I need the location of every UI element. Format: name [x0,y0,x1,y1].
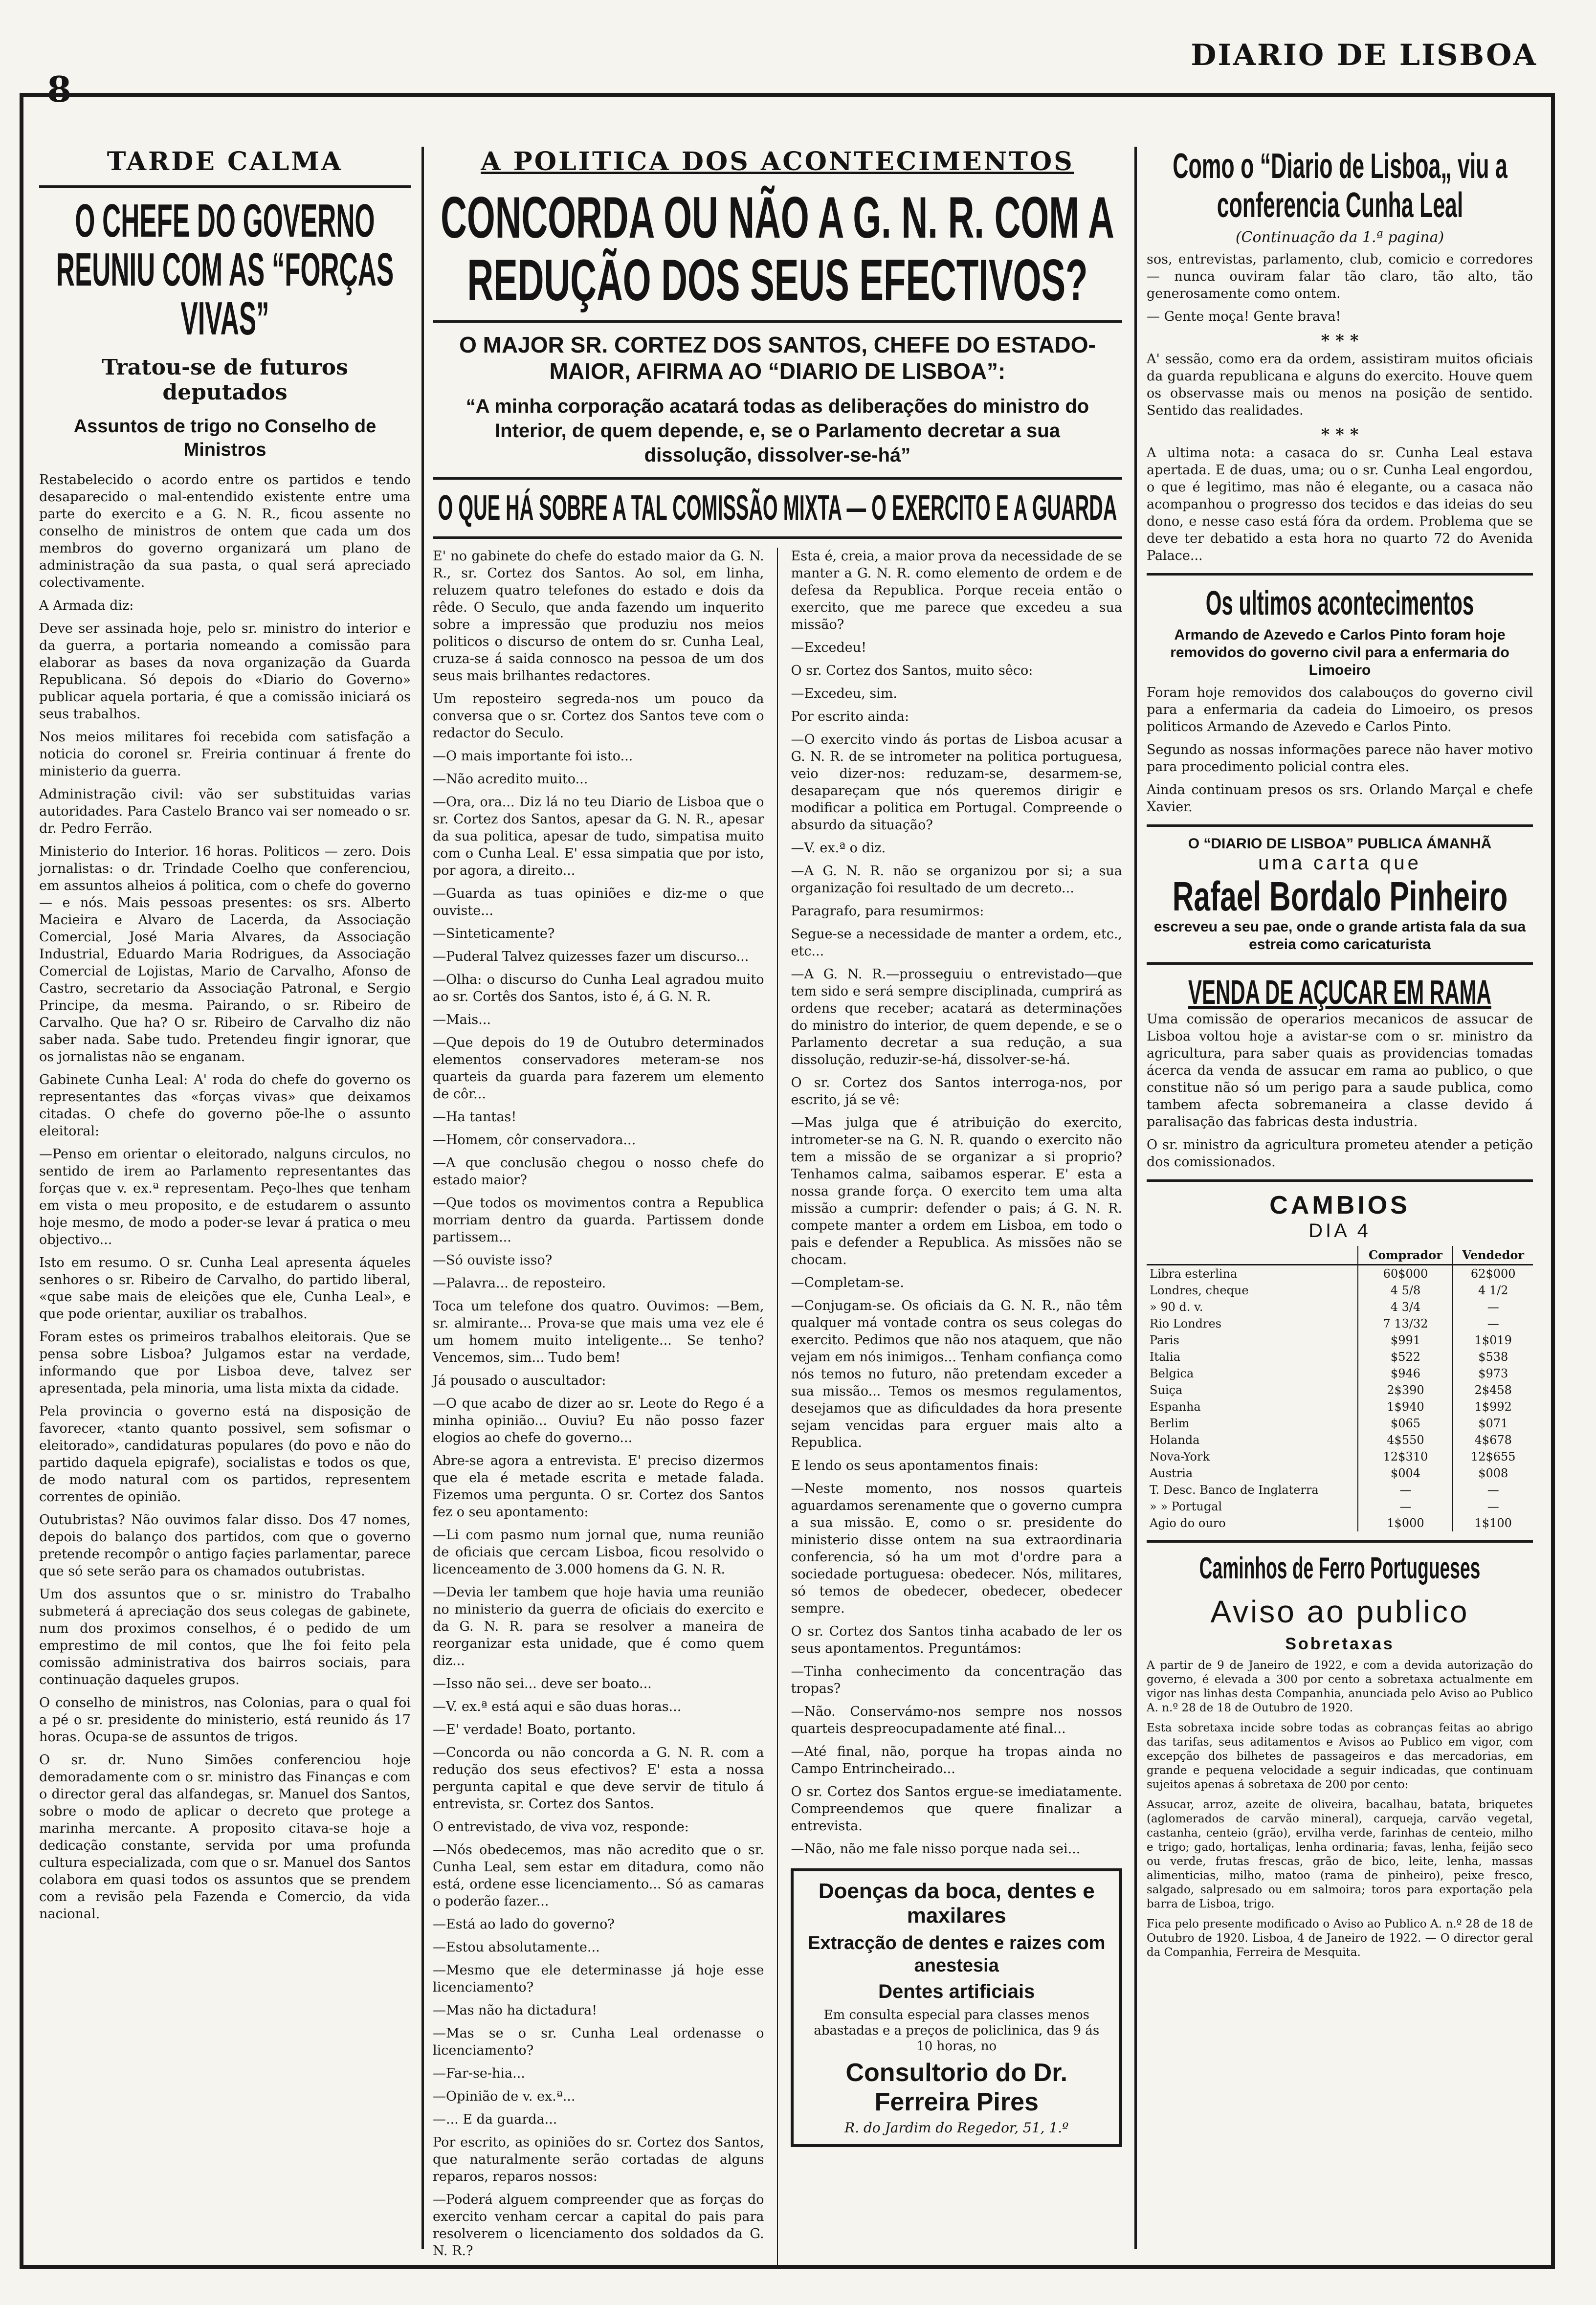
notice-subtitle: Sobretaxas [1285,1635,1395,1653]
paragraph: Toca um telefone dos quatro. Ouvimos: —Bem, sr. almirante... Prova-se que mais uma vez ele é um homem muito inteligente... Se tenho? Vencemos, sim... Tudo bem! [433,1299,764,1365]
exchange-table [1147,1246,1533,1531]
sell-rate-cell: $008 [1453,1465,1533,1482]
paragraph: —Nós obedecemos, mas não acredito que o sr. Cunha Leal, sem estar em ditadura, como não está, ordene esse licenciamento... Só as camaras o poderão fazer... [433,1842,764,1909]
paragraph: Abre-se agora a entrevista. E' preciso dizermos que ela é metade escrita e metade falada. Fizemos uma pergunta. O sr. Cortez dos Santos fez o seu apontamento: [433,1453,764,1520]
table-row [1147,1282,1533,1299]
table-row [1147,1349,1533,1365]
table-row [1147,1265,1533,1283]
currency-cell: Nova-York [1150,1450,1210,1463]
sell-rate-cell: $973 [1453,1365,1533,1382]
paragraph: Ministerio do Interior. 16 horas. Politicos — zero. Dois jornalistas: o dr. Trindade Coelho que conferenciou, em assuntos alheios á politica, com o chefe do governo — e nós. Mais pessoas presentes: os srs. Alberto Macieira e Alvaro de Lacerda, da Associação Comercial, José Maria Alvares, da Associação Industrial, Eduardo Maria Rodrigues, da Associação Comercial de Lojistas, Mario de Carvalho, Afonso de Castro, secretario da Associação Patronal, e Sergio Principe, da mesma. Pairando, o sr. Ribeiro de Carvalho. Que ha? O sr. Ribeiro de Carvalho diz não saber nada. Sabe tudo. Pretendeu fingir ignorar, que os jornalistas não se enganam. [39,844,411,1064]
paragraph: —Neste momento, nos nossos quarteis aguardamos serenamente que o governo cumpra a sua missão. E, como o sr. presidente do ministerio disse ontem na sua extraordinaria conferencia, só ha um mot d'ordre para a sociedade portuguesa: obedecer. Nós, militares, só temos de obedecer, obedecer, obedecer sempre. [791,1481,1123,1616]
paragraph: —Mas se o sr. Cunha Leal ordenasse o licenciamento? [433,2026,764,2058]
paragraph: —Poderá alguem compreender que as forças do exercito venham cercar a capital do pais para resolverem o licenciamento dos soldados da G. N. R.? [433,2192,764,2259]
sub-column-rule [777,548,778,2265]
sub-column-left [433,548,764,2265]
paragraph: —Ha tantas! [433,1109,517,1125]
table-row [1147,1398,1533,1415]
paragraph: —A G. N. R. não se organizou por si; a sua organização foi resultado de um decreto... [791,864,1123,896]
promo-line: escreveu a seu pae, onde o grande artista fala da sua estreia como caricaturista [1153,919,1526,953]
table-row [1147,1299,1533,1315]
paragraph: E lendo os seus apontamentos finais: [791,1458,1039,1473]
dental-advert [791,1868,1122,2147]
paragraph: Segue-se a necessidade de manter a ordem, etc., etc... [791,927,1123,959]
buy-rate-cell: — [1358,1482,1453,1498]
divider [433,320,1122,323]
buy-rate-cell: 4 5/8 [1358,1282,1453,1299]
paragraph: —Tinha conhecimento da concentração das tropas? [791,1664,1123,1696]
paragraph: —Palavra... de reposteiro. [433,1276,606,1291]
paragraph: —Penso em orientar o eleitorado, nalguns circulos, no sentido de irem ao Parlamento representantes das forças que v. ex.ª representam. Peço-lhes que tenham em vista o meu proposito, e de estudarem o assunto hoje mesmo, de modo a poder-se levar á pratica o meu objectivo... [39,1147,411,1247]
header-cell: Vendedor [1453,1246,1533,1265]
headline: Como o “Diario de Lisboa„ viu a conferencia Cunha Leal [1172,147,1507,225]
currency-cell: Belgica [1150,1367,1194,1380]
paragraph: Restabelecido o acordo entre os partidos e tendo desaparecido o mal-entendido existente entre uma parte do exercito e a G. N. R., ficou assente no conselho de ministros de ontem que cada um dos membros do governo organizará um plano de administração da sua pasta, o qual será apreciado colectivamente. [39,472,411,590]
paragraph: —Concorda ou não concorda a G. N. R. com a redução dos seus efectivos? E' esta a nossa pergunta capital e que deve servir de titulo á entrevista, sr. Cortez dos Santos. [433,1745,764,1812]
paragraph: A' sessão, como era da ordem, assistiram muitos oficiais da guarda republicana e alguns do exercito. Houve quem os observasse mais ou menos na posição de sentido. Sentido das realidades. [1147,352,1533,418]
article-tarde-calma [39,147,411,1928]
promo-line: uma carta que [1258,852,1421,874]
rail-notice [1147,1551,1533,1960]
ad-line: Dentes artificiais [878,1981,1035,2002]
paragraph: E' no gabinete do chefe do estado maior da G. N. R., sr. Cortez dos Santos. Ao sol, em linha, reluzem quatro telefones do estado e dois da rêde. O Seculo, que anda fazendo um inquerito sobre a impressão que produziu nos meios politicos o discurso de ontem do sr. Cunha Leal, cruza-se á saida connosco na pessoa de um dos seus mais brilhantes redactores. [433,549,764,684]
paragraph: Foram estes os primeiros trabalhos eleitorais. Que se pensa sobre Lisboa? Julgamos estar na verdade, informando que por Lisboa deve, talvez ser apresentada, pela minoria, uma lista mixta da cidade. [39,1330,411,1396]
table-row [1147,1365,1533,1382]
paragraph: Esta é, creia, a maior prova da necessidade de se manter a G. N. R. como elemento de ordem e de defesa da Republica. Porque receia então o exercito, que me parece que excedeu a sua missão? [791,549,1123,632]
sell-rate-cell: 62$000 [1453,1265,1533,1283]
table-row [1147,1382,1533,1398]
sell-rate-cell: $071 [1453,1415,1533,1432]
table-row [1147,1465,1533,1482]
table-row [1147,1482,1533,1498]
buy-rate-cell: $004 [1358,1465,1453,1482]
buy-rate-cell: 60$000 [1358,1265,1453,1283]
sell-rate-cell: 4$678 [1453,1432,1533,1448]
stars-divider: * * * [1321,331,1359,351]
currency-cell: Libra esterlina [1150,1267,1238,1281]
paragraph: O sr. Cortez dos Santos tinha acabado de ler os seus apontamentos. Preguntámos: [791,1624,1123,1656]
paragraph: —Excedeu! [791,640,867,655]
buy-rate-cell: 1$940 [1358,1398,1453,1415]
paragraph: —O que acabo de dizer ao sr. Leote do Rego é a minha opinião... Ouviu? Eu não posso fazer elogios ao chefe do governo... [433,1396,764,1445]
subhead: Assuntos de trigo no Conselho de Ministros [73,416,377,460]
header-cell [1147,1246,1358,1265]
currency-cell: Berlim [1150,1417,1190,1430]
paragraph: O sr. dr. Nuno Simões conferenciou hoje demoradamente com o sr. ministro das Finanças e com o director geral das alfandegas, sr. Manuel dos Santos, sobre o modo de aplicar o decreto que protege a marinha mercante. A proposito citava-se hoje a dedicação constante, servida por uma profunda cultura especializada, com que o sr. Manuel dos Santos colabora em quasi todos os assuntos que se prendem com a revisão pela Fazenda e Comercio, da vida nacional. [39,1752,411,1922]
divider [1147,1540,1533,1543]
paragraph: —A G. N. R.—prosseguiu o entrevistado—que tem sido e será sempre disciplinada, cumprirá as ordens que receber; acatará as determinações do ministro do interior, de quem depende, e se o Parlamento decretar a sua redução, a sua dissolução, reduzir-se-há, dissolver-se-há. [791,967,1123,1067]
table-row [1147,1448,1533,1465]
paragraph: —V. ex.ª o diz. [791,841,886,856]
paragraph: A ultima nota: a casaca do sr. Cunha Leal estava apertada. E de duas, uma; ou o sr. Cunha Leal engordou, o que é legitimo, mas não é elegante, ou a casaca não acompanhou o progresso dos tecidos e das ideias do seu dono, e nesse caso está fóra da ordem. Problema que se deve ter debatido a esta hora no quarto 72 do Avenida Palace... [1147,445,1533,563]
paragraph: O conselho de ministros, nas Colonias, para o qual foi a pé o sr. presidente do ministerio, está reunido ás 17 horas. Ocupa-se de assuntos de trigos. [39,1695,411,1745]
sell-rate-cell: 1$100 [1453,1515,1533,1531]
table-header [1147,1246,1533,1265]
paragraph: O entrevistado, de viva voz, responde: [433,1819,689,1835]
ad-line: Em consulta especial para classes menos abastadas e a preços de policlinica, das 9 ás 10 horas, no [814,2008,1100,2054]
buy-rate-cell: 12$310 [1358,1448,1453,1465]
paragraph: —A que conclusão chegou o nosso chefe do estado maior? [433,1155,764,1188]
paragraph: Uma comissão de operarios mecanicos de assucar de Lisboa voltou hoje a avistar-se com o sr. ministro da agricultura, para saber quais as providencias tomadas ácerca da venda de assucar em rama ao publico, o que constitue não só um perigo para a saude publica, como tambem afecta sobremaneira a classe devido á paralisação das fabricas desta industria. [1147,1012,1533,1130]
paragraph: A Armada diz: [39,598,134,613]
currency-cell: Paris [1150,1333,1179,1347]
paragraph: —Está ao lado do governo? [433,1917,615,1932]
buy-rate-cell: 7 13/32 [1358,1315,1453,1332]
paragraph: sos, entrevistas, parlamento, club, comicio e corredores — nunca ouviram falar tão claro, tão alto, tão generosamente como ontem. [1147,252,1533,301]
paragraph: —Mas não ha dictadura! [433,2003,598,2018]
currency-cell: Italia [1150,1350,1181,1364]
sell-rate-cell: — [1453,1299,1533,1315]
paragraph: O sr. Cortez dos Santos ergue-se imediatamente. Compreendemos que quere finalizar a entrevista. [791,1784,1123,1834]
table-body [1147,1265,1533,1532]
sell-rate-cell: — [1453,1482,1533,1498]
paragraph: O sr. Cortez dos Santos interroga-nos, por escrito, já se vê: [791,1075,1123,1108]
paragraph: —O exercito vindo ás portas de Lisboa acusar a G. N. R. de se intrometer na politica portuguesa, veio dizer-nos: reduzam-se, desarmem-se, desapareçam que nós queremos dirigir e modificar a politica em Portugal. Compreende o absurdo da situação? [791,732,1123,833]
pull-quote: “A minha corporação acatará todas as deliberações do ministro do Interior, de quem depende, e, se o Parlamento decretar a sua dissolução, dissolver-se-há” [466,396,1089,466]
paragraph: —Até final, não, porque ha tropas ainda no Campo Entrincheirado... [791,1744,1123,1776]
headline: CONCORDA OU NÃO A G. N. R. COM A REDUÇÃO DOS SEUS EFECTIVOS? [441,185,1114,313]
kicker: A POLITICA DOS ACONTECIMENTOS [481,147,1074,177]
paragraph: —Que depois do 19 de Outubro determinados elementos conservadores meteram-se nos quarteis da guarda para fazerem um elemento de côr... [433,1035,764,1102]
sell-rate-cell: — [1453,1498,1533,1515]
paragraph: — Gente moça! Gente brava! [1147,309,1341,324]
headline: O CHEFE DO GOVERNO REUNIU COM AS “FORÇAS VIVAS” [56,195,394,345]
fx-title: CAMBIOS [1269,1191,1410,1219]
paragraph: Por escrito, as opiniões do sr. Cortez dos Santos, que naturalmente serão cortadas de alguns reparos, reparos nossos: [433,2135,764,2184]
promo-box [1147,836,1533,953]
paragraph: —Far-se-hia... [433,2066,525,2081]
paragraph: —Conjugam-se. Os oficiais da G. N. R., não têm qualquer má vontade contra os seus colegas do exercito. Pedimos que não nos ataquem, que não vejam em nós inimigos... Tenham confiança como nós temos no futuro, não pretendam exceder a sua missão... Temos os mesmos regulamentos, desejamos que as dificuldades da hora presente sejam vencidas para erguer mais alto a Republica. [791,1298,1123,1450]
paragraph: —Não, não me fale nisso porque nada sei... [791,1841,1081,1857]
subhead: O QUE HÁ SOBRE A TAL COMISSÃO MIXTA — O EXERCITO E A GUARDA [438,488,1117,528]
table-row [1147,1498,1533,1515]
paragraph: Outubristas? Não ouvimos falar disso. Dos 47 nomes, depois do balanço dos partidos, com que o governo pretende recompôr o antigo façies parlamentar, parece que só sete serão para os chamados outubristas. [39,1512,411,1579]
paragraph: Segundo as nossas informações parece não haver motivo para procedimento policial contra eles. [1147,742,1533,775]
sell-rate-cell: 1$992 [1453,1398,1533,1415]
table-row [1147,1332,1533,1349]
paragraph: Nos meios militares foi recebida com satisfação a noticia do coronel sr. Freiria continuar á frente do ministerio da guerra. [39,730,411,779]
page-number: 8 [47,68,72,110]
paragraph: Um dos assuntos que o sr. ministro do Trabalho submeterá á apreciação dos seus colegas de gabinete, num dos proximos conselhos, é o pedido de um emprestimo de mil contos, que lhe foi feito pela comissão administrativa dos bairros sociais, para continuação daqueles grupos. [39,1587,411,1687]
paragraph: —Só ouviste isso? [433,1253,553,1268]
table-row [1147,1515,1533,1531]
paragraph: —Ora, ora... Diz lá no teu Diario de Lisboa que o sr. Cortez dos Santos, apesar da G. N. R., apesar da sua politica, apesar de tudo, simpatisa muito com o Cunha Leal. E' essa simpatia que por isto, por agora, a direito... [433,795,764,878]
header-cell: Comprador [1358,1246,1453,1265]
promo-line: O “DIARIO DE LISBOA” PUBLICA ÁMANHÃ [1188,836,1492,852]
column-rule [421,147,424,2249]
paragraph: Por escrito ainda: [791,709,909,724]
continuation-note: (Continuação da 1.ª pagina) [1235,229,1444,246]
currency-cell: Rio Londres [1150,1317,1222,1330]
paragraph: Um reposteiro segreda-nos um pouco da conversa que o sr. Cortez dos Santos teve com o redactor do Seculo. [433,691,764,741]
sell-rate-cell: 2$458 [1453,1382,1533,1398]
currency-cell: » 90 d. v. [1150,1300,1203,1314]
paragraph: —Sinteticamente? [433,926,555,941]
paragraph: Esta sobretaxa incide sobre todas as cobranças feitas ao abrigo das tarifas, seus aditamentos e Avisos ao Publico em vigor, com excepção dos bilhetes de passageiros e das mercadorias, em grande e pequena velocidade a seguir indicadas, que continuam sujeitos apenas á sobretaxa de 200 por cento: [1147,1722,1533,1791]
subheadline: Os ultimos acontecimentos [1205,584,1474,622]
paragraph: —Mais... [433,1012,491,1027]
paragraph: —Guarda as tuas opiniões e diz-me o que ouviste... [433,886,764,918]
buy-rate-cell: 1$000 [1358,1515,1453,1531]
paragraph: Paragrafo, para resumirmos: [791,904,984,919]
paragraph: —... E da guarda... [433,2112,557,2127]
buy-rate-cell: 4$550 [1358,1432,1453,1448]
kicker: TARDE CALMA [107,147,343,177]
paragraph: —Não. Conservámo-nos sempre nos nossos quarteis despreocupadamente até final... [791,1704,1123,1736]
paragraph: Assucar, arroz, azeite de oliveira, bacalhau, batata, briquetes (aglomerados de carvão mineral), carqueja, carvão vegetal, castanha, centeio (grão), ervilha verde, farinhas de centeio, milho e trigo; gado, hortaliças, lenha ordinaria; favas, lenha, feijão seco ou verde, frutas frescas, grão de bico, leite, lenha, massas alimenticias, milho, matoo (rama de pinheiro), peixe fresco, salgado, salpresado ou em salmoira; toros para exportação pela barra de Lisboa, trigo. [1147,1798,1533,1910]
paragraph: —Li com pasmo num jornal que, numa reunião de oficiais que cercam Lisboa, ficou resolvido o licenceamento de 3.000 homens da G. N. R. [433,1528,764,1577]
paragraph: —Puderal Talvez quizesses fazer um discurso... [433,949,749,964]
paragraph: —E' verdade! Boato, portanto. [433,1722,636,1737]
stars-divider: * * * [1321,425,1359,444]
notice-subtitle: Aviso ao publico [1210,1594,1469,1629]
paragraph: Ainda continuam presos os srs. Orlando Marçal e chefe Xavier. [1147,782,1533,815]
table-row [1147,1432,1533,1448]
sell-rate-cell: $538 [1453,1349,1533,1365]
paragraph: Deve ser assinada hoje, pelo sr. ministro do interior e da guerra, a portaria nomeando a comissão para elaborar as bases da nova organização da Guarda Republicana. Só depois do «Diario do Governo» publicar aquela portaria, é que a comissão iniciará os seus trabalhos. [39,621,411,722]
paragraph: Gabinete Cunha Leal: A' roda do chefe do governo os representantes das «forças vivas» que deixamos citadas. O chefe do governo põe-lhe o assunto eleitoral: [39,1072,411,1139]
sell-rate-cell: 12$655 [1453,1448,1533,1465]
paragraph: Pela provincia o governo está na disposição de favorecer, «tanto quanto possivel, sem sofismar o eleitorado», candidaturas populares (do povo e não do partido daquela epigrafe), socialistas e todos os que, de modo natural com os partidos, representem correntes de opinião. [39,1404,411,1505]
ad-line: Doenças da boca, dentes e maxilares [818,1879,1095,1928]
paragraph: —Excedeu, sim. [791,686,898,701]
divider [39,185,411,188]
deck: Armando de Azevedo e Carlos Pinto foram hoje removidos do governo civil para a enfermaria do Limoeiro [1170,627,1509,678]
currency-cell: Londres, cheque [1150,1284,1249,1297]
paragraph: —Isso não sei... deve ser boato... [433,1676,652,1691]
paragraph: Isto em resumo. O sr. Cunha Leal apresenta áqueles senhores o sr. Ribeiro de Carvalho, do partido liberal, «que sabe mais de eleições que ele, Cunha Leal», e que pode orientar, auxiliar os trabalhos. [39,1255,411,1322]
divider [1147,1179,1533,1182]
divider [1147,824,1533,827]
sell-rate-cell: 4 1/2 [1453,1282,1533,1299]
paragraph: —Que todos os movimentos contra a Republica morriam dentro da guarda. Partissem donde partissem... [433,1196,764,1245]
buy-rate-cell: 4 3/4 [1358,1299,1453,1315]
divider [1147,962,1533,965]
buy-rate-cell: — [1358,1498,1453,1515]
promo-name: Rafael Bordalo Pinheiro [1172,873,1507,919]
ad-line: Extracção de dentes e raizes com anestesia [808,1933,1106,1976]
paragraph: —Opinião de v. ex.ª... [433,2089,576,2104]
paragraph: —O mais importante foi isto... [433,749,633,764]
paragraph: Administração civil: vão ser substituidas varias autoridades. Para Castelo Branco vai ser nomeado o sr. dr. Pedro Ferrão. [39,787,411,836]
paragraph: —Homem, côr conservadora... [433,1132,636,1148]
divider [433,477,1122,480]
paragraph: —V. ex.ª está aqui e são duas horas... [433,1699,682,1714]
paragraph: A partir de 9 de Janeiro de 1922, e com a devida autorização do governo, é elevada a 300 por cento a sobretaxa actualmente em vigor nas linhas desta Companhia, anunciada pelo Aviso ao Publico A. n.º 28 de 18 de Outubro de 1920. [1147,1659,1533,1714]
paper-title: DIARIO DE LISBOA [1191,38,1537,72]
sub-column-right [791,548,1122,2265]
sell-rate-cell: 1$019 [1453,1332,1533,1349]
currency-cell: Agio do ouro [1150,1516,1226,1530]
divider [433,536,1122,539]
article-politica [433,147,1122,2265]
buy-rate-cell: $522 [1358,1349,1453,1365]
currency-cell: Espanha [1150,1400,1201,1414]
currency-cell: Holanda [1150,1433,1200,1447]
sell-rate-cell: — [1453,1315,1533,1332]
paragraph: —Olha: o discurso do Cunha Leal agradou muito ao sr. Cortês dos Santos, isto é, á G. N. R. [433,972,764,1004]
paragraph: O sr. Cortez dos Santos, muito sêco: [791,663,1033,678]
paragraph: —Não acredito muito... [433,772,588,787]
currency-cell: » » Portugal [1150,1500,1222,1513]
paragraph: Foram hoje removidos dos calabouços do governo civil para a enfermaria da cadeia do Limoeiro, os presos politicos Armando de Azevedo e Carlos Pinto. [1147,685,1533,734]
deck: O MAJOR SR. CORTEZ DOS SANTOS, CHEFE DO ESTADO-MAIOR, AFIRMA AO “DIARIO DE LISBOA”: [459,332,1096,384]
right-column [1147,147,1533,1966]
paragraph: Já pousado o auscultador: [433,1373,606,1388]
ad-line: R. do Jardim do Regedor, 51, 1.º [844,2120,1069,2136]
currency-cell: T. Desc. Banco de Inglaterra [1150,1483,1319,1497]
ad-line: Consultorio do Dr. Ferreira Pires [845,2059,1068,2116]
paragraph: —Completam-se. [791,1275,904,1290]
notice-title: Caminhos de Ferro Portugueses [1199,1551,1481,1585]
buy-rate-cell: 2$390 [1358,1382,1453,1398]
divider [1147,573,1533,576]
buy-rate-cell: $946 [1358,1365,1453,1382]
paragraph: —Devia ler tambem que hoje havia uma reunião no ministerio da guerra de oficiais do exercito e da G. N. R. para se resolver a maneira de reorganizar esta unidade, que é como quem diz... [433,1585,764,1668]
paragraph: —Estou absolutamente... [433,1940,600,1955]
paragraph: Fica pelo presente modificado o Aviso ao Publico A. n.º 28 de 18 de Outubro de 1920. Lisboa, 4 de Janeiro de 1922. — O director geral da Companhia, Ferreira de Mesquita. [1147,1918,1533,1959]
currency-cell: Suiça [1150,1383,1183,1397]
table-row [1147,1315,1533,1332]
paragraph: O sr. ministro da agricultura prometeu atender a petição dos comissionados. [1147,1137,1533,1170]
fx-subtitle: DIA 4 [1308,1220,1371,1241]
subheadline: VENDA DE AÇUCAR EM RAMA [1188,973,1491,1011]
buy-rate-cell: $991 [1358,1332,1453,1349]
paragraph: —Mas julga que é atribuição do exercito, intrometer-se na G. N. R. quando o exercito não tem a missão de se organizar a si proprio? Tenhamos calma, saibamos esperar. E' esta a nossa grande força. O exercito tem uma alta missão a cumprir: defender o pais; á G. N. R. compete manter a ordem em Lisboa, em todo o pais e defender a Republica. As missões não se chocam. [791,1115,1123,1267]
article-columns [433,548,1122,2265]
column-rule [1134,147,1137,2249]
buy-rate-cell: $065 [1358,1415,1453,1432]
table-row [1147,1415,1533,1432]
currency-cell: Austria [1150,1466,1193,1480]
deck: Tratou-se de futuros deputados [102,355,348,405]
paragraph: —Mesmo que ele determinasse já hoje esse licenciamento? [433,1963,764,1995]
